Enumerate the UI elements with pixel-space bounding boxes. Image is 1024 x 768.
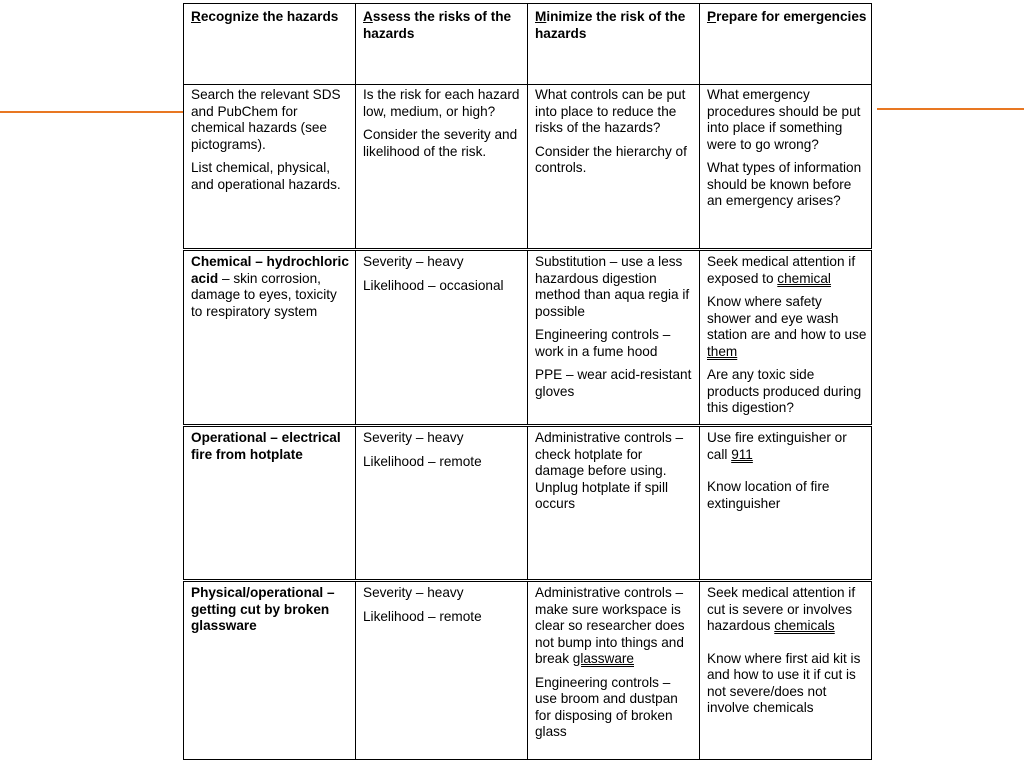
desc-minimize: What controls can be put into place to reduce the risks of the hazards? Consider the hierarchy of controls. [528, 85, 700, 250]
controls-chemical: Substitution – use a less hazardous digestion method than aqua regia if possible Engineering controls – work in a fume hood PPE – wear acid-resistant gloves [528, 250, 700, 426]
hazard-row-glassware [184, 581, 872, 760]
hazard-row-electrical [184, 426, 872, 581]
risk-electrical: Severity – heavy Likelihood – remote [356, 426, 528, 581]
accent-line-right [877, 108, 1024, 110]
hazard-chemical: Chemical – hydrochloric acid – skin corrosion, damage to eyes, toxicity to respiratory system [184, 250, 356, 426]
risk-chemical: Severity – heavy Likelihood – occasional [356, 250, 528, 426]
emergency-chemical: Seek medical attention if exposed to chemical Know where safety shower and eye wash station are and how to use them Are any toxic side products produced during this digestion? [700, 250, 872, 426]
emergency-electrical: Use fire extinguisher or call 911 Know location of fire extinguisher [700, 426, 872, 581]
risk-glassware: Severity – heavy Likelihood – remote [356, 581, 528, 760]
controls-glassware: Administrative controls – make sure workspace is clear so researcher does not bump into things and break glassware Engineering controls – use broom and dustpan for disposing of broken glass [528, 581, 700, 760]
emergency-glassware: Seek medical attention if cut is severe or involves hazardous chemicals Know where first aid kit is and how to use it if cut is not severe/does not involve chemicals [700, 581, 872, 760]
accent-line-left [0, 111, 183, 113]
desc-recognize: Search the relevant SDS and PubChem for chemical hazards (see pictograms). List chemical, physical, and operational hazards. [184, 85, 356, 250]
header-row [184, 4, 872, 85]
header-prepare: Prepare for emergencies [700, 4, 872, 85]
desc-assess: Is the risk for each hazard low, medium, or high? Consider the severity and likelihood of the risk. [356, 85, 528, 250]
ramp-hazard-table [183, 3, 872, 760]
header-minimize: Minimize the risk of the hazards [528, 4, 700, 85]
desc-prepare: What emergency procedures should be put into place if something were to go wrong? What types of information should be known before an emergency arises? [700, 85, 872, 250]
hazard-glassware: Physical/operational – getting cut by broken glassware [184, 581, 356, 760]
hazard-electrical: Operational – electrical fire from hotplate [184, 426, 356, 581]
header-assess: Assess the risks of the hazards [356, 4, 528, 85]
hazard-row-chemical [184, 250, 872, 426]
header-recognize: Recognize the hazards [184, 4, 356, 85]
controls-electrical: Administrative controls – check hotplate for damage before using. Unplug hotplate if spill occurs [528, 426, 700, 581]
description-row [184, 85, 872, 250]
